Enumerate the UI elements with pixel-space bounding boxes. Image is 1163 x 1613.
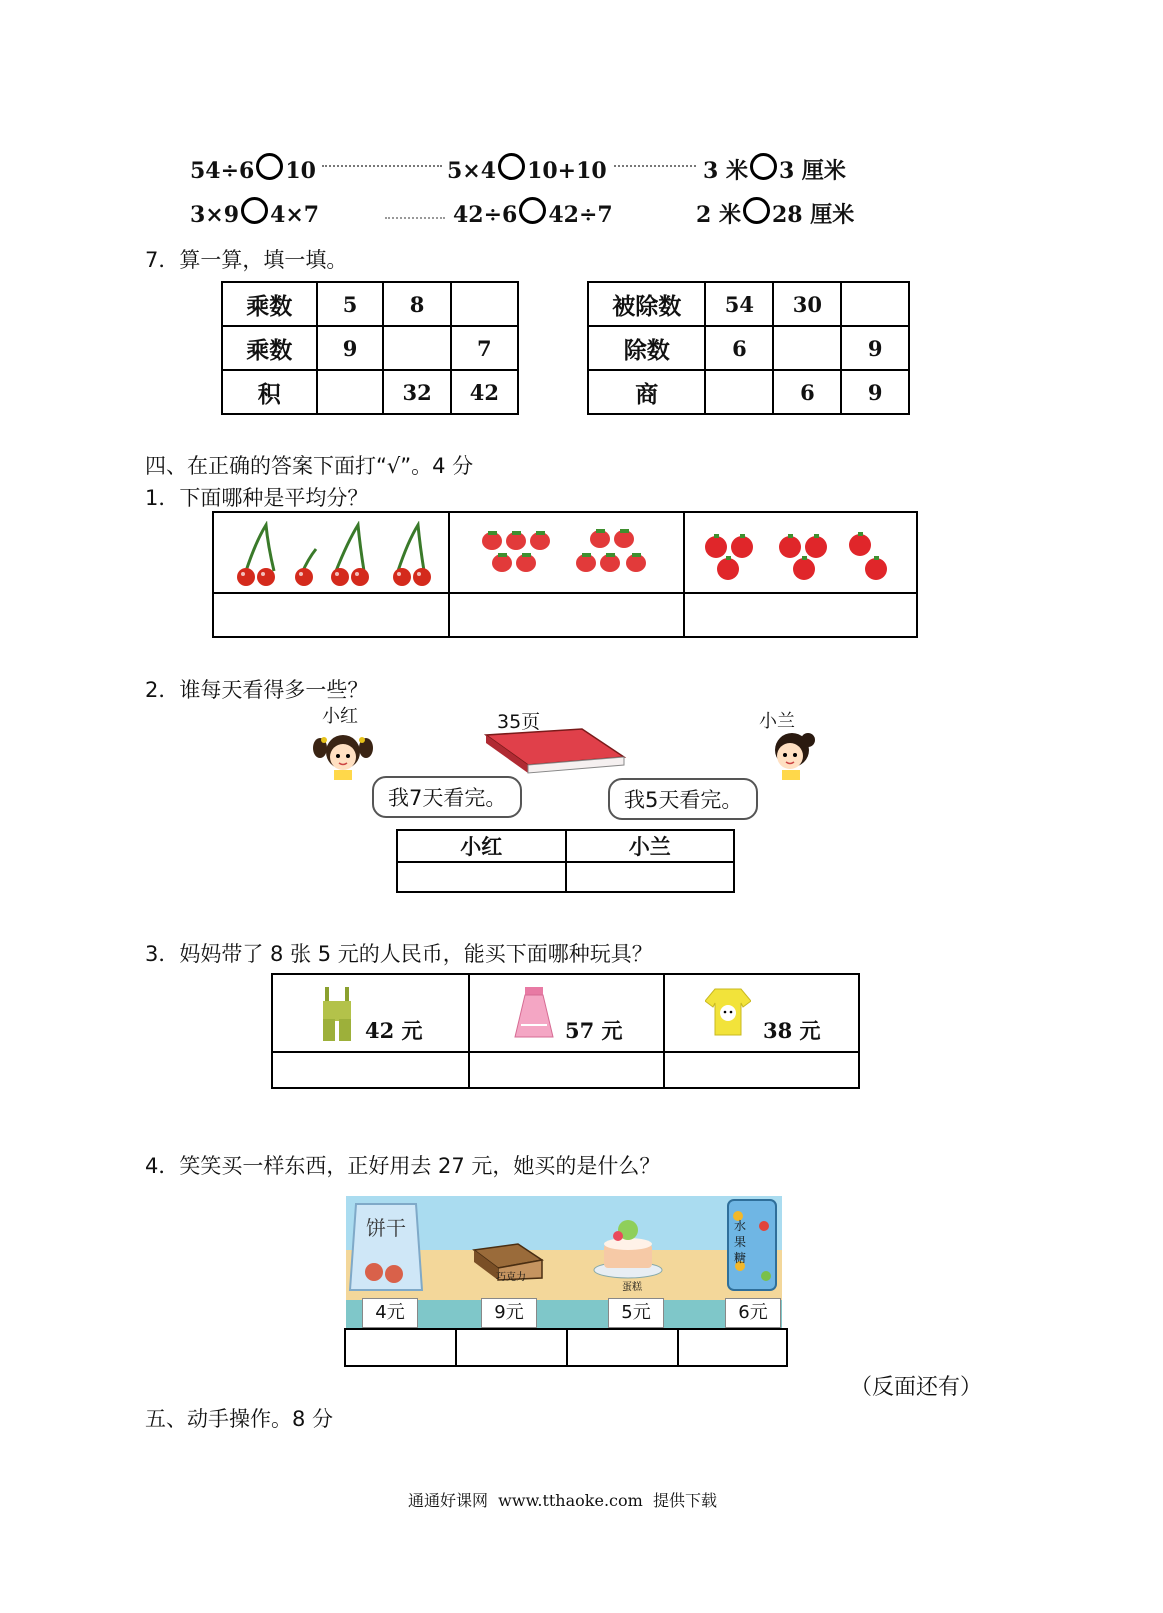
compare-right: 10 xyxy=(285,158,316,184)
skirt-icon xyxy=(513,985,555,1041)
table-cell[interactable] xyxy=(383,326,450,370)
apples-image xyxy=(700,527,900,585)
compare-right: 42÷7 xyxy=(548,202,613,228)
row-label: 乘数 xyxy=(222,326,317,370)
answer-cell-3[interactable] xyxy=(685,594,916,636)
price-label: 57 元 xyxy=(565,1018,623,1043)
answer-cell-1[interactable] xyxy=(273,1053,468,1087)
dotted-filler xyxy=(322,165,442,167)
continued-note: （反面还有） xyxy=(850,1375,983,1400)
q3-text: 3．妈妈带了 8 张 5 元的人民币，能买下面哪种玩具？ xyxy=(145,942,653,966)
row-label: 积 xyxy=(222,370,317,414)
compare-circle[interactable] xyxy=(743,197,770,224)
compare-circle[interactable] xyxy=(519,197,546,224)
answer-cell-1[interactable] xyxy=(214,594,448,636)
compare-row-2c xyxy=(696,197,854,229)
footer: 通通好课网 www.tthaoke.com 提供下载 xyxy=(408,1491,717,1510)
item-label: 蛋糕 xyxy=(622,1282,642,1293)
dotted-filler xyxy=(385,217,445,219)
table-cell[interactable]: 5 xyxy=(317,282,384,326)
price-label: 42 元 xyxy=(365,1018,423,1043)
row-label: 除数 xyxy=(588,326,705,370)
q4-text: 4．笑笑买一样东西，正好用去 27 元，她买的是什么？ xyxy=(145,1154,661,1178)
section5-title: 五、动手操作。8 分 xyxy=(145,1407,334,1431)
item-label: 巧克力 xyxy=(496,1272,526,1283)
xiaolan-label: 小兰 xyxy=(759,711,795,732)
table-cell[interactable] xyxy=(317,370,384,414)
table-cell[interactable]: 32 xyxy=(383,370,450,414)
answer-cell[interactable] xyxy=(566,862,735,892)
row-label: 被除数 xyxy=(588,282,705,326)
compare-row-1b xyxy=(447,153,607,184)
speech-bubble-right: 我5天看完。 xyxy=(608,778,758,820)
table-cell[interactable] xyxy=(841,282,909,326)
price-tag: 5元 xyxy=(608,1298,664,1328)
price-tag: 4元 xyxy=(362,1298,418,1328)
answer-cell-2[interactable] xyxy=(457,1330,566,1365)
toy-table xyxy=(271,973,860,1089)
candy-bag-icon xyxy=(724,1196,780,1296)
compare-right: 4×7 xyxy=(270,202,320,228)
cake-icon xyxy=(592,1216,666,1280)
fruit-table xyxy=(212,511,918,638)
table-cell[interactable]: 9 xyxy=(317,326,384,370)
table-cell[interactable]: 30 xyxy=(773,282,841,326)
girl-xiaolan-icon xyxy=(766,730,818,782)
table-cell[interactable]: 8 xyxy=(383,282,450,326)
xiaohong-label: 小红 xyxy=(322,706,358,727)
table-cell[interactable]: 6 xyxy=(705,326,773,370)
compare-left: 54÷6 xyxy=(190,158,255,184)
q1-text: 1．下面哪种是平均分？ xyxy=(145,486,369,510)
compare-left: 42÷6 xyxy=(453,202,518,228)
overalls-icon xyxy=(319,985,355,1043)
answer-cell-2[interactable] xyxy=(450,594,683,636)
row-label: 商 xyxy=(588,370,705,414)
girl-xiaohong-icon xyxy=(312,730,374,782)
division-table xyxy=(587,281,910,415)
table-cell[interactable]: 6 xyxy=(773,370,841,414)
compare-circle[interactable] xyxy=(241,197,268,224)
tshirt-icon xyxy=(705,987,751,1037)
column-header: 小红 xyxy=(397,830,566,862)
cherries-image xyxy=(228,521,438,587)
q2-text: 2．谁每天看得多一些？ xyxy=(145,678,369,702)
compare-row-2b xyxy=(453,197,613,228)
compare-row-1c xyxy=(703,153,846,185)
compare-circle[interactable] xyxy=(498,153,525,180)
compare-right: 10+10 xyxy=(527,158,607,184)
answer-cell-3[interactable] xyxy=(568,1330,677,1365)
compare-left: 3 米 xyxy=(703,158,748,184)
answer-cell-3[interactable] xyxy=(665,1053,858,1087)
book-icon xyxy=(482,727,628,775)
multiplication-table xyxy=(221,281,519,415)
compare-left: 3×9 xyxy=(190,202,240,228)
compare-left: 2 米 xyxy=(696,202,741,228)
speech-bubble-left: 我7天看完。 xyxy=(372,776,522,818)
table-cell[interactable] xyxy=(451,282,518,326)
compare-right: 3 厘米 xyxy=(778,158,846,184)
answer-cell-1[interactable] xyxy=(346,1330,455,1365)
row-label: 乘数 xyxy=(222,282,317,326)
reading-answer-table xyxy=(396,829,735,893)
answer-cell-2[interactable] xyxy=(470,1053,663,1087)
book-pages-label: 35页 xyxy=(497,711,541,733)
compare-left: 5×4 xyxy=(447,158,497,184)
dotted-filler xyxy=(614,165,696,167)
answer-cell-4[interactable] xyxy=(679,1330,786,1365)
table-cell[interactable]: 42 xyxy=(451,370,518,414)
table-cell[interactable]: 54 xyxy=(705,282,773,326)
table-cell[interactable]: 9 xyxy=(841,370,909,414)
column-header: 小兰 xyxy=(566,830,735,862)
price-tag: 6元 xyxy=(725,1298,781,1328)
table-cell[interactable]: 9 xyxy=(841,326,909,370)
table-cell[interactable] xyxy=(773,326,841,370)
item-label: 饼干 xyxy=(366,1216,406,1240)
compare-row-2 xyxy=(190,197,319,228)
compare-row-1 xyxy=(190,153,316,184)
answer-cell[interactable] xyxy=(397,862,566,892)
price-label: 38 元 xyxy=(763,1018,821,1043)
section4-title: 四、在正确的答案下面打“√”。4 分 xyxy=(145,454,474,478)
price-tag: 9元 xyxy=(481,1298,537,1328)
q7-title: 7．算一算，填一填。 xyxy=(145,248,348,272)
compare-circle[interactable] xyxy=(750,153,777,180)
table-cell[interactable]: 7 xyxy=(451,326,518,370)
table-cell[interactable] xyxy=(705,370,773,414)
compare-circle[interactable] xyxy=(256,153,283,180)
shop-answer-row xyxy=(344,1328,788,1367)
compare-right: 28 厘米 xyxy=(771,202,855,228)
strawberries-image xyxy=(476,525,666,581)
item-label: 水果糖 xyxy=(734,1219,747,1265)
